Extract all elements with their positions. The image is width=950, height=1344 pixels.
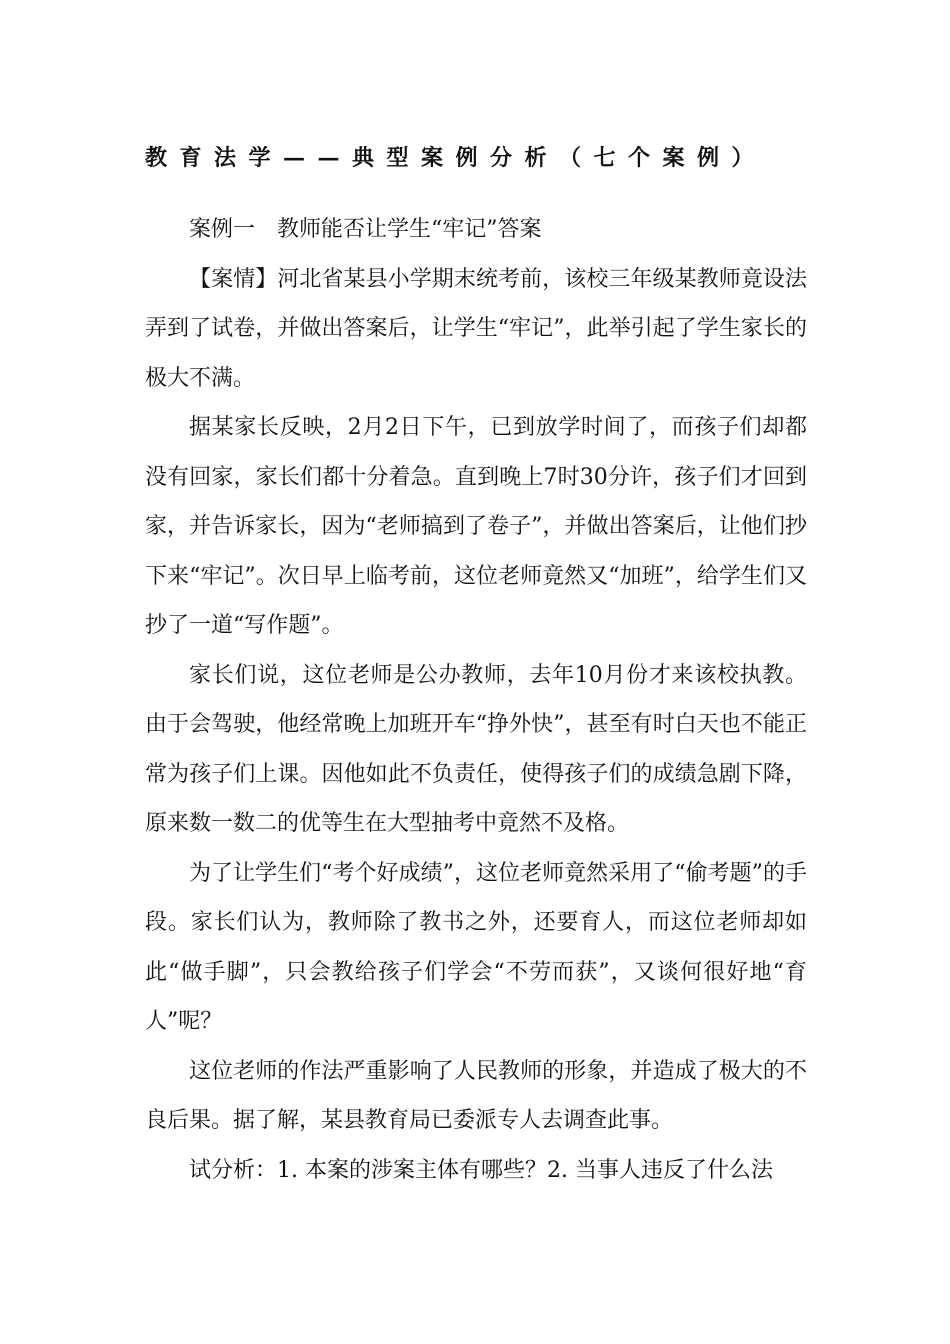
case-paragraph: 家长们说，这位老师是公办教师，去年10月份才来该校执教。由于会驾驶，他经常晚上加班开车“挣外快”，甚至有时白天也不能正常为孩子们上课。因他如此不负责任，使得孩子们的成绩急剧下降，原来数一数二的优等生在大型抽考中竟然不及格。 [145,662,807,836]
analysis-question: 试分析：1. 本案的涉案主体有哪些？2. 当事人违反了什么法 [189,1157,773,1183]
case-heading: 案例一 教师能否让学生“牢记”答案 [189,217,542,242]
document-title: 教育法学——典型案例分析（七个案例） [145,145,767,171]
case-paragraph: 【案情】河北省某县小学期末统考前，该校三年级某教师竟设法弄到了试卷，并做出答案后，让学生“牢记”，此举引起了学生家长的极大不满。 [145,266,807,391]
case-paragraph: 为了让学生们“考个好成绩”，这位老师竟然采用了“偷考题”的手段。家长们认为，教师除了教书之外，还要育人，而这位老师却如此“做手脚”，只会教给孩子们学会“不劳而获”，又谈何很好地“育人”呢？ [145,860,807,1034]
case-paragraph: 这位老师的作法严重影响了人民教师的形象，并造成了极大的不良后果。据了解，某县教育局已委派专人去调查此事。 [145,1058,807,1133]
document-body [145,205,807,1195]
case-paragraph: 据某家长反映，2月2日下午，已到放学时间了，而孩子们却都没有回家，家长们都十分着急。直到晚上7时30分许，孩子们才回到家，并告诉家长，因为“老师搞到了卷子”，并做出答案后，让他们抄下来“牢记”。次日早上临考前，这位老师竟然又“加班”，给学生们又抄了一道“写作题”。 [145,415,807,638]
